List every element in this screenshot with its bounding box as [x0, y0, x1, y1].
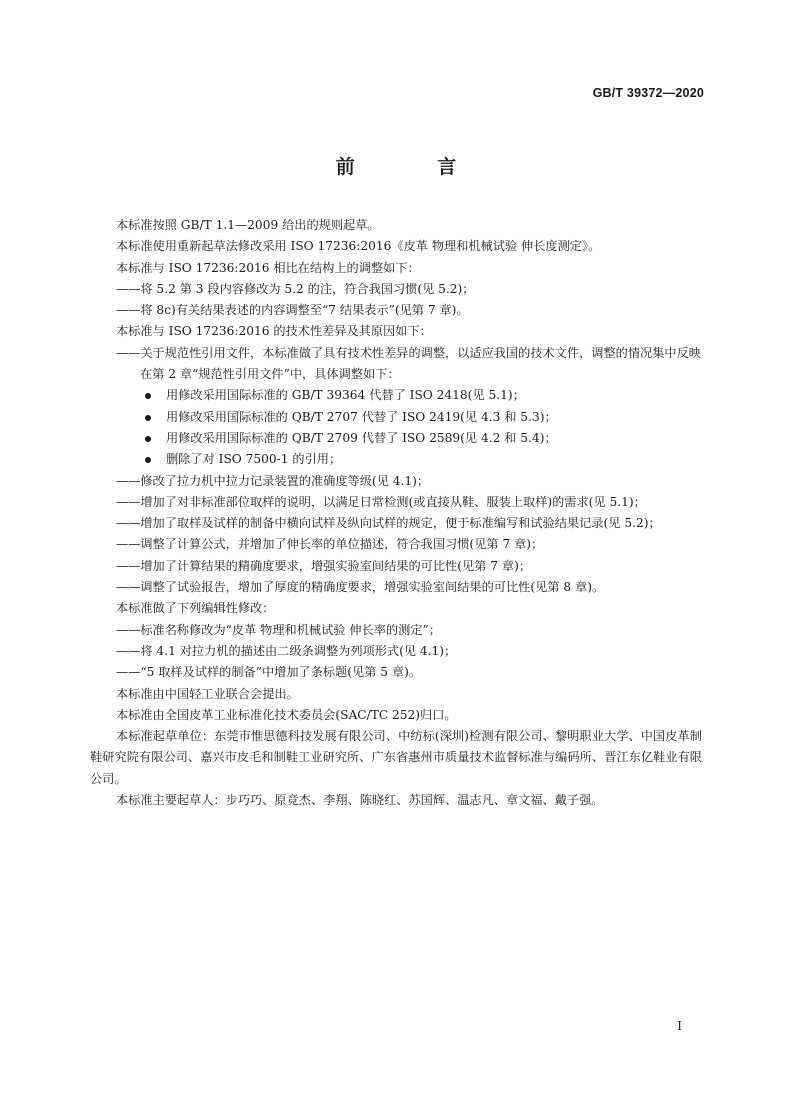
- paragraph: 本标准与 ISO 17236:2016 相比在结构上的调整如下：: [116, 260, 420, 275]
- dash-item: ——标准名称修改为“皮革 物理和机械试验 伸长率的测定”；: [116, 622, 441, 637]
- paragraph: 本标准由全国皮革工业标准化技术委员会(SAC/TC 252)归口。: [116, 707, 457, 722]
- bullet-item: 删除了对 ISO 7500-1 的引用；: [90, 449, 702, 470]
- paragraph: 本标准主要起草人：步巧巧、原竞杰、李翔、陈晓红、苏国辉、温志凡、章文福、戴子强。: [116, 793, 604, 808]
- dash-item: ——关于规范性引用文件，本标准做了具有技术性差异的调整，以适应我国的技术文件，调整的情况集中反映在第 2 章“规范性引用文件”中，具体调整如下：: [116, 345, 701, 382]
- foreword-body: [90, 215, 702, 811]
- bullet-item: 用修改采用国际标准的 QB/T 2709 代替了 ISO 2589(见 4.2 和 5.4)；: [90, 428, 702, 449]
- dash-item: ——将 4.1 对拉力机的描述由二级条调整为列项形式(见 4.1)；: [116, 643, 457, 658]
- paragraph: 本标准由中国轻工业联合会提出。: [116, 686, 299, 701]
- dash-item: ——“5 取样及试样的制备”中增加了条标题(见第 5 章)。: [116, 665, 422, 680]
- paragraph: 本标准按照 GB/T 1.1—2009 给出的规则起草。: [116, 218, 380, 232]
- paragraph: 本标准使用重新起草法修改采用 ISO 17236:2016《皮革 物理和机械试验 伸长度测定》。: [116, 239, 601, 254]
- paragraph: 本标准做了下列编辑性修改：: [116, 601, 275, 616]
- paragraph: 本标准与 ISO 17236:2016 的技术性差异及其原因如下：: [116, 324, 432, 339]
- dash-item: ——增加了计算结果的精确度要求，增强实验室间结果的可比性(见第 7 章)；: [116, 558, 532, 573]
- page-title: 前 言: [335, 156, 495, 178]
- page-number: I: [677, 1019, 682, 1033]
- dash-item: ——修改了拉力机中拉力记录装置的准确度等级(见 4.1)；: [116, 473, 430, 488]
- dash-item: ——调整了试验报告，增加了厚度的精确度要求，增强实验室间结果的可比性(见第 8 章)。: [116, 580, 605, 595]
- bullet-item: 用修改采用国际标准的 GB/T 39364 代替了 ISO 2418(见 5.1)；: [90, 385, 702, 406]
- dash-item: ——增加了对非标准部位取样的说明，以满足日常检测(或直接从鞋、服装上取样)的需求(见 5.1)；: [116, 494, 646, 509]
- bullet-item: 用修改采用国际标准的 QB/T 2707 代替了 ISO 2419(见 4.3 和 5.3)；: [90, 407, 702, 428]
- dash-item: ——将 5.2 第 3 段内容修改为 5.2 的注，符合我国习惯(见 5.2)；: [116, 281, 475, 296]
- dash-item: ——增加了取样及试样的制备中横向试样及纵向试样的规定，便于标准编写和试验结果记录(见 5.2)；: [116, 516, 661, 531]
- dash-item: ——调整了计算公式，并增加了伸长率的单位描述，符合我国习惯(见第 7 章)；: [116, 537, 544, 552]
- dash-item: ——将 8c)有关结果表述的内容调整至“7 结果表示”(见第 7 章)。: [116, 303, 469, 318]
- standard-code: GB/T 39372—2020: [592, 86, 704, 100]
- paragraph: 本标准起草单位：东莞市惟思德科技发展有限公司、中纺标(深圳)检测有限公司、黎明职业大学、中国皮革制鞋研究院有限公司、嘉兴市皮毛和制鞋工业研究所、广东省惠州市质量技术监督标准与编码所、晋江东亿鞋业有限公司。: [90, 729, 702, 786]
